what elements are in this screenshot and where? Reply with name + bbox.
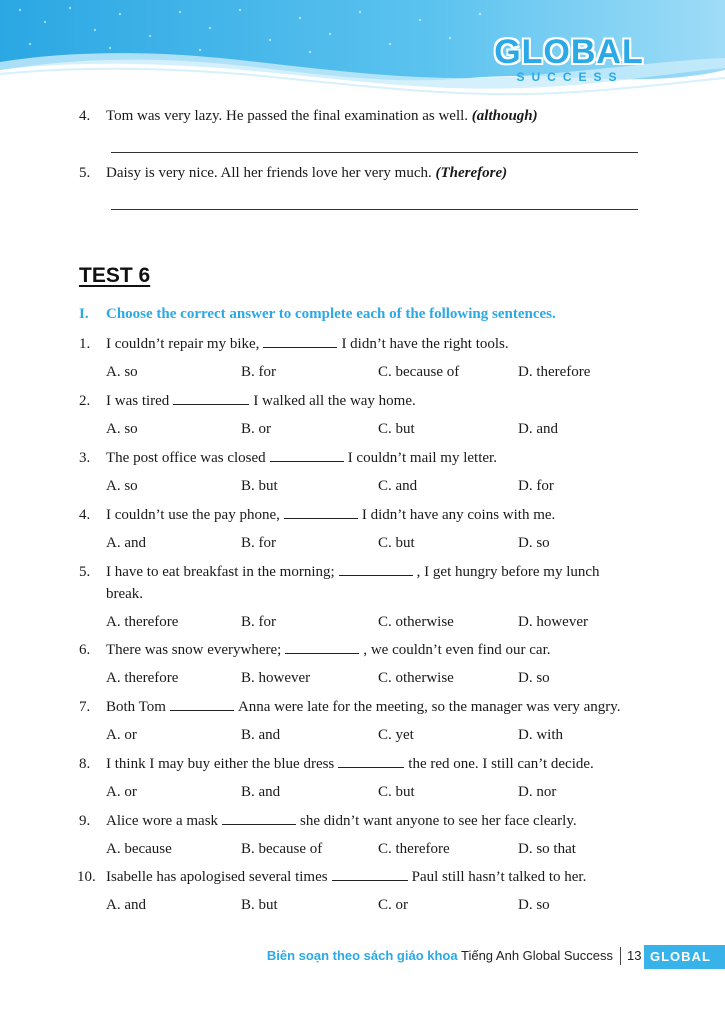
- question-text: I think I may buy either the blue dress the red one. I still can’t decide.: [106, 756, 594, 772]
- answer-option-b[interactable]: B. for: [241, 535, 276, 551]
- footer-series-name: Tiếng Anh Global Success: [461, 948, 613, 963]
- answer-line[interactable]: [111, 209, 638, 210]
- question-number: 5.: [79, 564, 91, 580]
- question-text: I have to eat breakfast in the morning; , I get hungry before my lunch: [106, 564, 600, 580]
- answer-option-d[interactable]: D. so: [518, 670, 550, 686]
- answer-option-d[interactable]: D. so: [518, 897, 550, 913]
- answer-option-a[interactable]: A. and: [106, 535, 146, 551]
- question-text: There was snow everywhere; , we couldn’t even find our car.: [106, 642, 551, 658]
- fill-in-blank[interactable]: [173, 391, 249, 405]
- answer-option-a[interactable]: A. and: [106, 897, 146, 913]
- question-number: 9.: [79, 813, 91, 829]
- hint: (Therefore): [435, 165, 508, 181]
- fill-in-blank[interactable]: [222, 811, 296, 825]
- question-number: 2.: [79, 393, 91, 409]
- answer-option-c[interactable]: C. but: [378, 421, 415, 437]
- question-text-continued: break.: [106, 586, 144, 602]
- fill-in-blank[interactable]: [339, 562, 413, 576]
- question-text: I couldn’t repair my bike, I didn’t have the right tools.: [106, 336, 509, 352]
- answer-option-d[interactable]: D. for: [518, 478, 554, 494]
- logo-word: GLOBAL: [494, 33, 644, 71]
- footer-divider: [620, 947, 621, 965]
- fill-in-blank[interactable]: [270, 448, 344, 462]
- question-number: 3.: [79, 450, 91, 466]
- question-number: 4.: [79, 507, 91, 523]
- page-footer: [0, 945, 725, 971]
- question-number: 8.: [79, 756, 91, 772]
- question-number: 6.: [79, 642, 91, 658]
- question-text: Tom was very lazy. He passed the final examination as well. (although): [106, 108, 538, 124]
- question-text: Alice wore a mask she didn’t want anyone to see her face clearly.: [106, 813, 577, 829]
- footer-text: [267, 948, 613, 963]
- section-number: I.: [79, 306, 89, 322]
- answer-option-c[interactable]: C. but: [378, 535, 415, 551]
- answer-option-b[interactable]: B. for: [241, 364, 276, 380]
- answer-option-b[interactable]: B. but: [241, 478, 278, 494]
- answer-option-d[interactable]: D. so: [518, 535, 550, 551]
- answer-option-b[interactable]: B. but: [241, 897, 278, 913]
- answer-option-a[interactable]: A. so: [106, 364, 138, 380]
- question-text: I couldn’t use the pay phone, I didn’t have any coins with me.: [106, 507, 556, 523]
- answer-option-a[interactable]: A. so: [106, 478, 138, 494]
- answer-option-d[interactable]: D. however: [518, 614, 588, 630]
- page-number: 13: [627, 948, 642, 963]
- fill-in-blank[interactable]: [332, 867, 408, 881]
- question-text: Both Tom Anna were late for the meeting, so the manager was very angry.: [106, 699, 621, 715]
- answer-option-b[interactable]: B. because of: [241, 841, 323, 857]
- fill-in-blank[interactable]: [284, 505, 358, 519]
- answer-option-c[interactable]: C. or: [378, 897, 408, 913]
- answer-option-b[interactable]: B. however: [241, 670, 311, 686]
- answer-line[interactable]: [111, 152, 638, 153]
- question-text: I was tired I walked all the way home.: [106, 393, 416, 409]
- question-number: 10.: [77, 869, 96, 885]
- answer-option-c[interactable]: C. otherwise: [378, 614, 454, 630]
- answer-option-b[interactable]: B. or: [241, 421, 271, 437]
- answer-option-d[interactable]: D. therefore: [518, 364, 591, 380]
- question-text: Isabelle has apologised several times Paul still hasn’t talked to her.: [106, 869, 587, 885]
- answer-option-b[interactable]: B. and: [241, 727, 281, 743]
- question-number: 4.: [79, 108, 91, 124]
- answer-option-a[interactable]: A. therefore: [106, 614, 179, 630]
- answer-option-d[interactable]: D. nor: [518, 784, 557, 800]
- answer-option-d[interactable]: D. so that: [518, 841, 576, 857]
- answer-option-a[interactable]: A. because: [106, 841, 172, 857]
- answer-option-a[interactable]: A. or: [106, 727, 137, 743]
- fill-in-blank[interactable]: [263, 334, 337, 348]
- footer-logo: GLOBAL: [644, 945, 725, 969]
- question-number: 1.: [79, 336, 91, 352]
- answer-option-c[interactable]: C. therefore: [378, 841, 450, 857]
- answer-option-c[interactable]: C. because of: [378, 364, 460, 380]
- question-number: 5.: [79, 165, 91, 181]
- answer-option-b[interactable]: B. for: [241, 614, 276, 630]
- answer-option-d[interactable]: D. with: [518, 727, 563, 743]
- answer-option-a[interactable]: A. therefore: [106, 670, 179, 686]
- test-title: TEST 6: [79, 264, 151, 287]
- answer-option-c[interactable]: C. yet: [378, 727, 414, 743]
- fill-in-blank[interactable]: [285, 640, 359, 654]
- answer-option-a[interactable]: A. so: [106, 421, 138, 437]
- answer-option-c[interactable]: C. otherwise: [378, 670, 454, 686]
- question-number: 7.: [79, 699, 91, 715]
- hint: (although): [471, 108, 538, 124]
- answer-option-b[interactable]: B. and: [241, 784, 281, 800]
- answer-option-a[interactable]: A. or: [106, 784, 137, 800]
- global-success-logo: [494, 32, 644, 90]
- answer-option-c[interactable]: C. but: [378, 784, 415, 800]
- question-text: Daisy is very nice. All her friends love her very much. (Therefore): [106, 165, 508, 181]
- fill-in-blank[interactable]: [170, 697, 234, 711]
- footer-textbook-label: Biên soạn theo sách giáo khoa: [266, 948, 458, 963]
- answer-option-d[interactable]: D. and: [518, 421, 558, 437]
- logo-sub: SUCCESS: [516, 70, 624, 84]
- fill-in-blank[interactable]: [338, 754, 404, 768]
- answer-option-c[interactable]: C. and: [378, 478, 418, 494]
- question-text: The post office was closed I couldn’t mail my letter.: [106, 450, 497, 466]
- section-instruction-text: Choose the correct answer to complete each of the following sentences.: [106, 306, 556, 322]
